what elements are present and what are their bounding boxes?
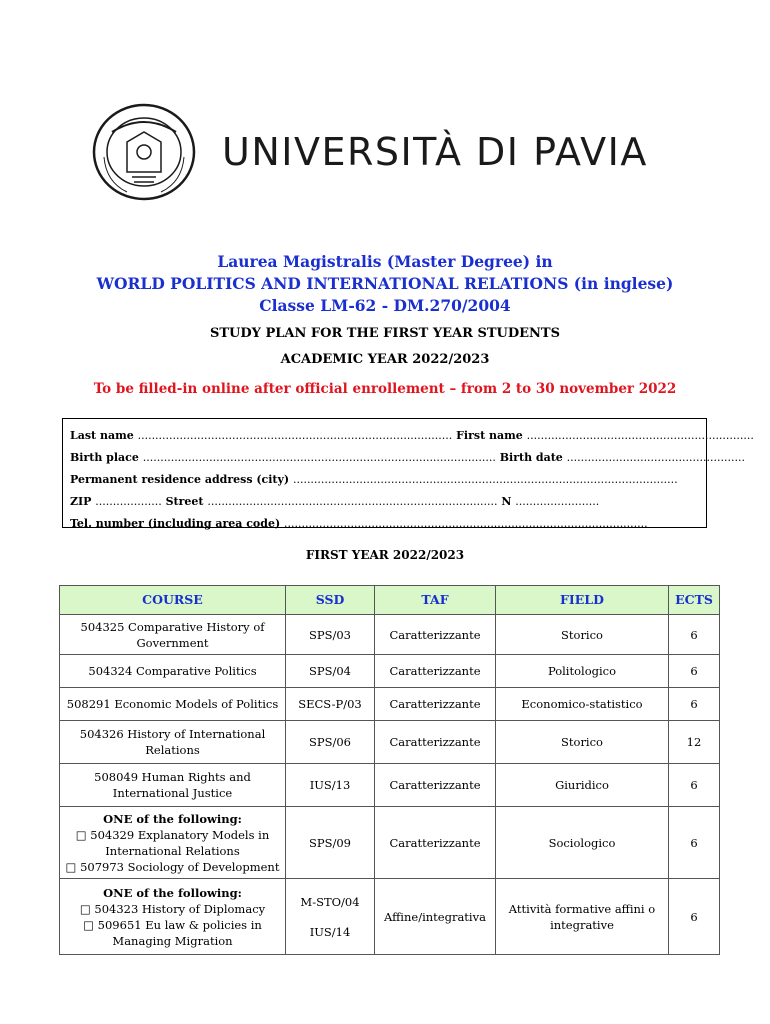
- choice-heading: ONE of the following:: [103, 885, 242, 900]
- ssd-cell: SPS/03: [286, 615, 375, 655]
- degree-title-line2: WORLD POLITICS AND INTERNATIONAL RELATIONS (in inglese): [96, 274, 674, 293]
- number-label: N: [501, 495, 512, 508]
- field-cell: Sociologico: [496, 807, 669, 879]
- ssd-cell: SPS/04: [286, 655, 375, 688]
- course-option[interactable]: □ 504323 History of Diplomacy: [79, 901, 266, 916]
- birth-date-field[interactable]: ...................................................: [566, 451, 745, 464]
- ssd-cell: IUS/13: [286, 764, 375, 807]
- course-option[interactable]: □ 504329 Explanatory Models in International Relations: [75, 827, 270, 858]
- birth-place-field[interactable]: .....................................................................................................: [142, 451, 496, 464]
- field-cell: Economico-statistico: [496, 688, 669, 721]
- ssd-cell: SECS-P/03: [286, 688, 375, 721]
- course-cell: [60, 807, 286, 879]
- residence-field[interactable]: ..............................................................................................................: [292, 473, 678, 486]
- table-row: [60, 764, 720, 807]
- birth-date-label: Birth date: [499, 451, 563, 464]
- last-name-label: Last name: [70, 429, 134, 442]
- academic-year-heading: ACADEMIC YEAR 2022/2023: [280, 352, 490, 367]
- tel-line: [70, 513, 699, 535]
- table-row: [60, 688, 720, 721]
- birth-line: [70, 447, 745, 469]
- zip-label: ZIP: [70, 495, 92, 508]
- table-row: [60, 807, 720, 879]
- ects-cell: 6: [669, 655, 720, 688]
- street-field[interactable]: ...................................................................................: [207, 495, 498, 508]
- tel-field[interactable]: ........................................................................................................: [284, 517, 648, 530]
- table-row: [60, 655, 720, 688]
- enrollment-notice: To be filled-in online after official enrollement – from 2 to 30 november 2022: [93, 381, 677, 397]
- ssd-cell: SPS/09: [286, 807, 375, 879]
- ssd-cell: SPS/06: [286, 721, 375, 764]
- course-table: [59, 585, 720, 955]
- taf-cell: Caratterizzante: [375, 655, 496, 688]
- residence-line: [70, 469, 699, 491]
- last-name-field[interactable]: ..........................................................................................: [137, 429, 453, 442]
- taf-cell: Caratterizzante: [375, 807, 496, 879]
- ssd-cell: [286, 879, 375, 955]
- course-option[interactable]: □ 509651 Eu law & policies in Managing Migration: [83, 917, 262, 948]
- birth-place-label: Birth place: [70, 451, 139, 464]
- table-row: [60, 615, 720, 655]
- header-ssd: SSD: [286, 586, 375, 615]
- course-option[interactable]: □ 507973 Sociology of Development: [65, 859, 280, 874]
- field-cell: Storico: [496, 615, 669, 655]
- header-field: FIELD: [496, 586, 669, 615]
- ssd-value: IUS/14: [309, 924, 351, 939]
- course-cell: 504325 Comparative History of Government: [60, 615, 286, 655]
- zip-field[interactable]: ...................: [95, 495, 162, 508]
- taf-cell: Caratterizzante: [375, 615, 496, 655]
- first-name-label: First name: [456, 429, 523, 442]
- course-cell: 504326 History of International Relations: [60, 721, 286, 764]
- ects-cell: 6: [669, 807, 720, 879]
- number-field[interactable]: ........................: [515, 495, 600, 508]
- tel-label: Tel. number (including area code): [70, 517, 281, 530]
- first-year-heading: FIRST YEAR 2022/2023: [305, 548, 465, 562]
- university-seal-icon: [92, 102, 197, 202]
- university-header: [92, 102, 672, 202]
- name-line: [70, 425, 754, 447]
- first-name-field[interactable]: .................................................................: [526, 429, 754, 442]
- header-taf: TAF: [375, 586, 496, 615]
- address-line: [70, 491, 699, 513]
- ects-cell: 6: [669, 688, 720, 721]
- course-cell: 508291 Economic Models of Politics: [60, 688, 286, 721]
- course-cell: 504324 Comparative Politics: [60, 655, 286, 688]
- ects-cell: 12: [669, 721, 720, 764]
- ssd-value: M-STO/04: [300, 894, 360, 909]
- university-name: UNIVERSITÀ DI PAVIA: [222, 130, 648, 174]
- field-cell: Politologico: [496, 655, 669, 688]
- table-row: [60, 879, 720, 955]
- ects-cell: 6: [669, 879, 720, 955]
- taf-cell: Caratterizzante: [375, 721, 496, 764]
- taf-cell: Caratterizzante: [375, 688, 496, 721]
- course-cell: 508049 Human Rights and International Justice: [60, 764, 286, 807]
- study-plan-heading: STUDY PLAN FOR THE FIRST YEAR STUDENTS: [210, 326, 560, 341]
- field-cell: Giuridico: [496, 764, 669, 807]
- table-header-row: [60, 586, 720, 615]
- ects-cell: 6: [669, 764, 720, 807]
- field-cell: Storico: [496, 721, 669, 764]
- header-course: COURSE: [60, 586, 286, 615]
- course-cell: [60, 879, 286, 955]
- header-ects: ECTS: [669, 586, 720, 615]
- taf-cell: Affine/integrativa: [375, 879, 496, 955]
- degree-title-line3: Classe LM-62 - DM.270/2004: [259, 296, 511, 315]
- table-row: [60, 721, 720, 764]
- residence-label: Permanent residence address (city): [70, 473, 290, 486]
- taf-cell: Caratterizzante: [375, 764, 496, 807]
- degree-title-line1: Laurea Magistralis (Master Degree) in: [217, 252, 553, 271]
- ects-cell: 6: [669, 615, 720, 655]
- choice-heading: ONE of the following:: [103, 811, 242, 826]
- street-label: Street: [165, 495, 204, 508]
- student-info-form: [62, 418, 754, 530]
- field-cell: Attività formative affini o integrative: [496, 879, 669, 955]
